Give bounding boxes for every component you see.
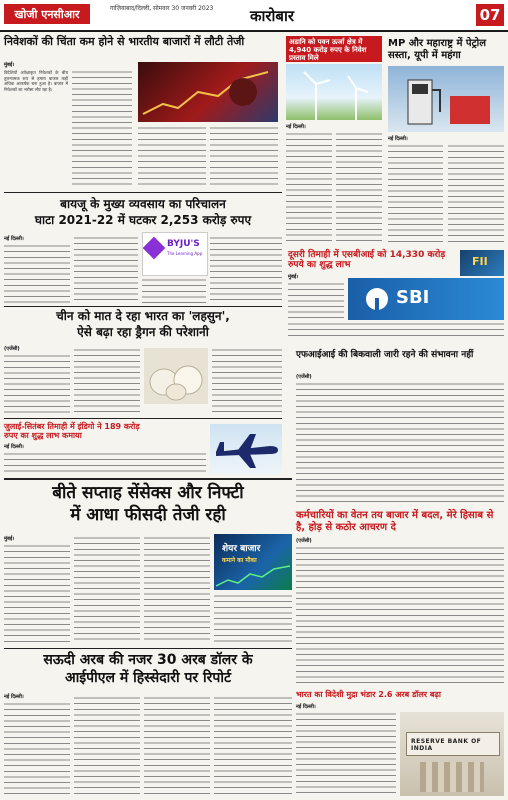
headline-saudi-line1: सऊदी अरब की नजर 30 अरब डॉलर के [43,652,253,668]
article-text-column [4,354,70,416]
article-text-column [142,278,206,304]
article-text-column [296,712,396,796]
article-text-column [74,348,140,416]
rbi-sign [406,732,500,756]
article-text-column [72,70,132,188]
dateline: गाज़ियाबाद/दिल्ली, सोमवार 30 जनवरी 2023 [110,5,214,12]
headline-saudi-line2: आईपीएल में हिस्सेदारी पर रिपोर्ट [64,670,232,686]
byline: मुंबई। [288,274,299,280]
garlic-icon [144,348,208,404]
article-text-column [210,236,282,304]
byline: नई दिल्ली। [296,704,316,710]
market-graph-icon [138,62,278,122]
article-text-column [388,144,443,242]
petrol-pump-image [388,66,504,132]
page-header [0,0,508,32]
divider [4,418,282,419]
headline-markets: निवेशकों की चिंता कम होने से भारतीय बाजारों में लौटी तेजी [4,35,245,48]
article-text-column [288,322,504,340]
image-caption: कमाने का मौका [222,557,257,564]
sbi-logo-image [348,278,504,320]
wind-turbine-image [286,64,382,120]
byline: (एजेंसी) [296,374,312,380]
trend-chart-icon [214,564,292,590]
fii-graphic [460,250,504,276]
article-text-column [4,544,70,644]
bull-market-image [138,62,278,122]
byline: मुंबई। [4,536,15,542]
byline: नई दिल्ली। [388,136,408,142]
building-columns [420,762,484,792]
byline: नई दिल्ली। [4,236,24,242]
byline: नई दिल्ली। [4,444,24,450]
headline-petrol: MP और महाराष्ट्र में पेट्रोल सस्ता, यूपी में महंगा [388,38,486,61]
newspaper-masthead: खोजी एनसीआर [4,4,90,24]
divider [4,306,282,307]
headline-fii: एफआईआई की बिकवाली जारी रहने की संभावना नहीं [296,350,474,360]
image-caption: शेयर बाजार [222,544,261,554]
fii-label: FII [472,255,488,268]
byline: मुंबई। [4,62,15,68]
article-text-column [210,126,278,188]
byjus-logo-icon [143,237,166,260]
headline-sbi: दूसरी तिमाही में एसबीआई को 14,330 करोड़ रुपये का शुद्ध लाभ [288,250,446,271]
byjus-logo [142,232,208,276]
byline: (एजेंसी) [4,346,20,352]
article-text-column [214,594,292,644]
byjus-logo-text: BYJU'S [167,239,200,249]
headline-employees: कर्मचारियों का वेतन तय बाजार में बदल, मेरे हिसाब से है, होड़ से कठोर आचरण दे [296,510,494,533]
wind-turbine-icon [286,64,382,120]
headline-adani: अडानि को पवन ऊर्जा क्षेत्र में 4,940 करोड़ रुपए के निवेश प्रस्ताव मिले [286,36,382,62]
headline-garlic-line2: ऐसे बढ़ा रहा ड्रैगन की परेशानी [77,325,209,339]
article-text-column [4,244,70,304]
article-body: विदेशियों अपेक्षाकृत निवेशकों के बीच तुलनात्मक रूप से हमारा बाजार कहीं अधिक आकर्षक बना हुआ है। बाजार में निवेशकों का भरोसा लौट रहा है। [4,70,68,92]
article-text-column [296,546,504,686]
fuel-pump-icon [388,66,504,132]
headline-byjus-line1: बायजू के मुख्य व्यवसाय का परिचालन [60,197,226,211]
headline-sensex-line2: में आधा फीसदी तेजी रही [70,505,226,525]
headline-sensex-line1: बीते सप्ताह सेंसेक्स और निफ्टी [52,483,244,503]
headline-indigo: जुलाई-सितंबर तिमाही में इंडिगो ने 189 करोड़ रुपए का शुद्ध लाभ कमाया [4,422,140,441]
sbi-logo-icon [366,288,388,310]
article-text-column [336,132,382,242]
byline: (एजेंसी) [296,538,312,544]
article-text-column [288,282,344,318]
article-text-column [74,236,138,304]
article-text-column [4,702,70,796]
article-text-column [214,696,292,796]
section-title: कारोबार [250,7,295,25]
divider [4,192,282,193]
headline-garlic-line1: चीन को मात दे रहा भारत का 'लहसुन', [56,309,230,323]
article-text-column [286,132,332,242]
article-text-column [74,696,140,796]
stock-market-image [214,534,292,590]
garlic-image [144,348,208,404]
sbi-logo-text: SBI [396,287,430,308]
article-text-column [144,536,210,644]
airplane-icon [210,424,282,474]
article-text-column [212,348,282,416]
article-text-column [74,536,140,644]
page-number: 07 [476,4,504,26]
byline: नई दिल्ली। [4,694,24,700]
article-text-column [144,696,210,796]
headline-byjus-line2: घाटा 2021-22 में घटकर 2,253 करोड़ रुपए [34,213,252,227]
article-text-column [4,452,206,472]
indigo-plane-image [210,424,282,474]
byjus-logo-subtitle: The Learning App [167,251,203,256]
divider [4,478,292,480]
article-text-column [448,144,504,242]
headline-forex: भारत का विदेशी मुद्रा भंडार 2.6 अरब डॉलर बढ़ा [296,690,441,699]
byline: नई दिल्ली। [286,124,306,130]
article-text-column [138,126,206,188]
rbi-building-image [400,712,504,796]
divider [4,648,292,649]
article-text-column [296,382,504,504]
rbi-sign-text: RESERVE BANK OF INDIA [411,738,482,752]
